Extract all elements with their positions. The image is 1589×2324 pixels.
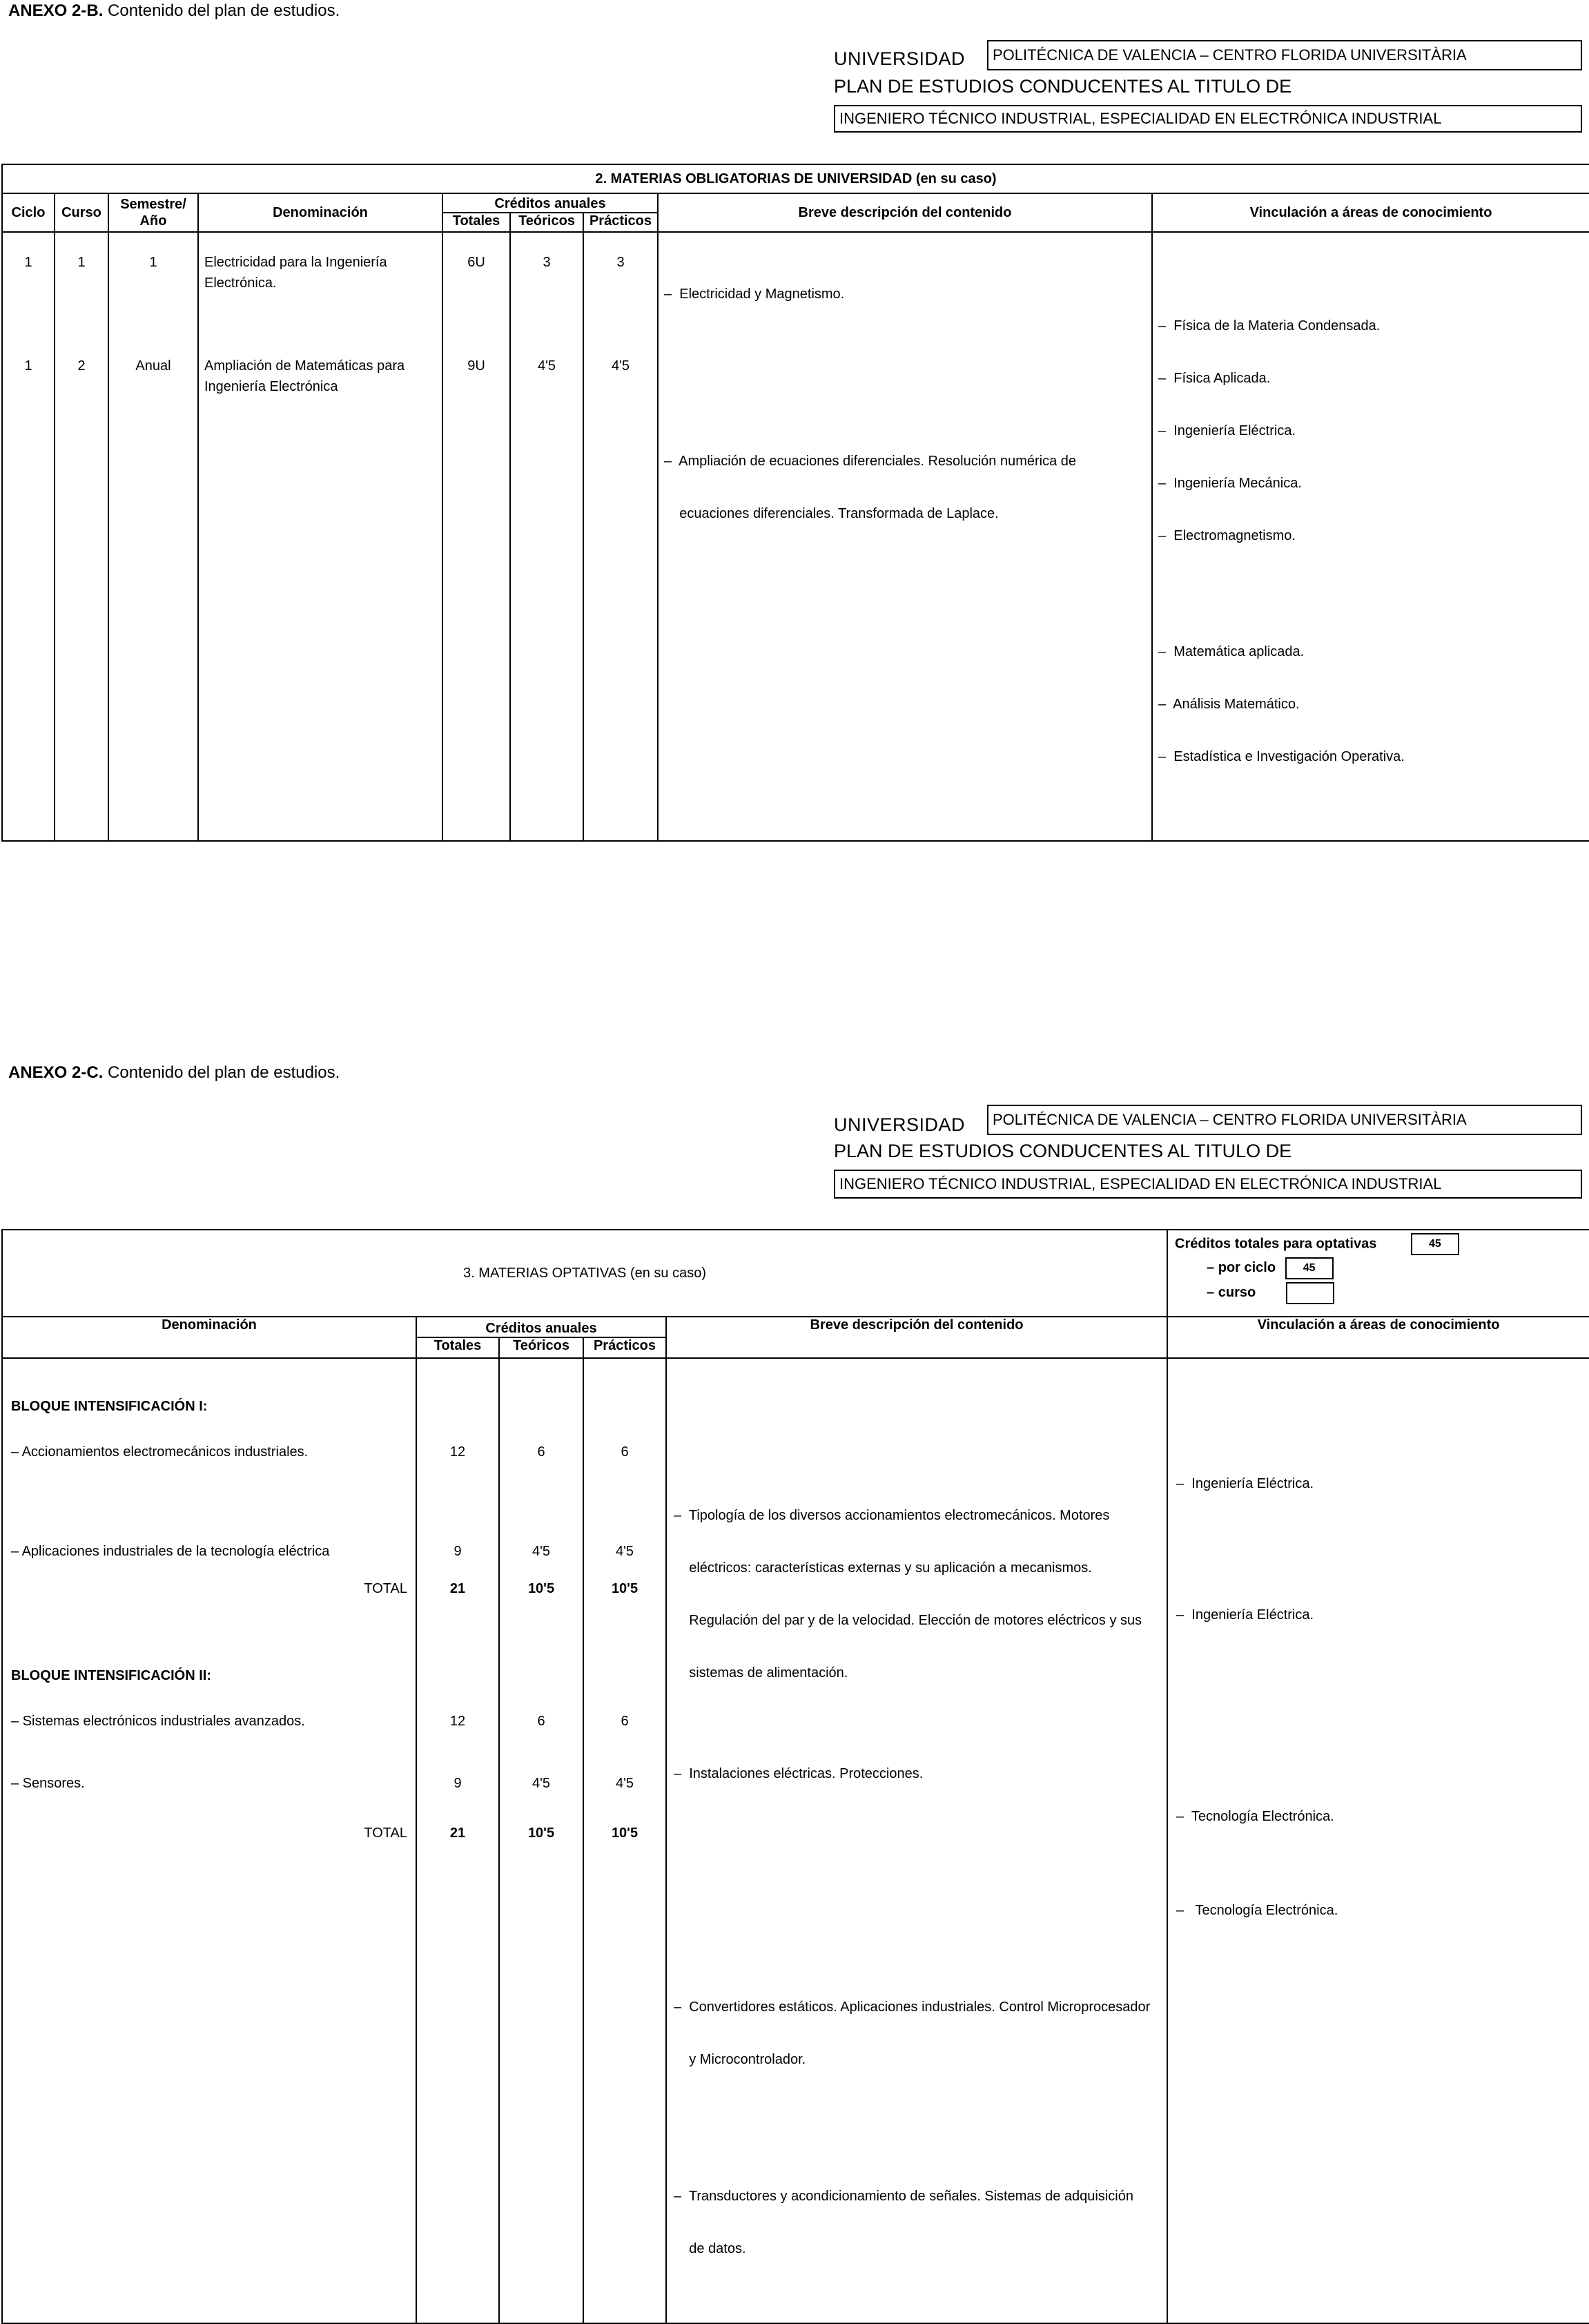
bloque2-item1-teoricos: 6 bbox=[537, 1714, 545, 1729]
bloque2-item2-totales: 9 bbox=[454, 1776, 462, 1791]
annex-c-title-rest: Contenido del plan de estudios. bbox=[103, 1063, 340, 1082]
c-col-practicos bbox=[583, 1358, 666, 2323]
row1-vinculacion-item: – Ingeniería Eléctrica. bbox=[1158, 423, 1296, 438]
creditos-totales-row bbox=[1175, 1233, 1582, 1255]
bloque2-item1-descripcion bbox=[674, 1965, 1167, 2102]
c-col-totales bbox=[416, 1358, 499, 2323]
annex-c-universidad-label: UNIVERSIDAD bbox=[834, 1114, 966, 1135]
bloque2-item2-teoricos: 4'5 bbox=[532, 1776, 551, 1791]
col-vinculacion bbox=[1152, 232, 1589, 841]
header-ciclo: Ciclo bbox=[2, 193, 55, 232]
c-header-teoricos: Teóricos bbox=[499, 1337, 583, 1358]
row1-practicos: 3 bbox=[616, 255, 625, 270]
desc-line: eléctricos: características externas y su aplicación a mecanismos. bbox=[674, 1560, 1092, 1576]
header-descripcion: Breve descripción del contenido bbox=[658, 193, 1152, 232]
row1-descripcion: – Electricidad y Magnetismo. bbox=[664, 287, 845, 302]
header-teoricos: Teóricos bbox=[510, 213, 583, 232]
header-creditos: Créditos anuales bbox=[442, 193, 658, 213]
bloque1-item2-vinculacion: – Ingeniería Eléctrica. bbox=[1176, 1607, 1314, 1623]
row1-totales: 6U bbox=[467, 255, 485, 270]
curso-row bbox=[1175, 1280, 1582, 1305]
row2-curso: 2 bbox=[77, 358, 86, 374]
bloque2-total-label: TOTAL bbox=[364, 1826, 407, 1841]
annex-b-table bbox=[1, 164, 1589, 842]
row2-descripcion-line1: – Ampliación de ecuaciones diferenciales. Resolución numérica de bbox=[664, 454, 1077, 469]
row1-denominacion-line1: Electricidad para la Ingeniería bbox=[204, 255, 387, 270]
desc-line: – Tipología de los diversos accionamientos electromecánicos. Motores bbox=[674, 1508, 1110, 1523]
annex-c-title bbox=[8, 1063, 340, 1083]
row2-descripcion-line2: ecuaciones diferenciales. Transformada de Laplace. bbox=[664, 506, 999, 521]
row2-vinculacion-item: – Matemática aplicada. bbox=[1158, 644, 1305, 659]
c-col-vinculacion bbox=[1167, 1358, 1589, 2323]
col-practicos bbox=[583, 232, 658, 841]
bloque2-total-practicos: 10'5 bbox=[611, 1826, 638, 1841]
header-denominacion: Denominación bbox=[198, 193, 442, 232]
creditos-totales-label: Créditos totales para optativas bbox=[1175, 1236, 1377, 1252]
row1-vinculacion bbox=[1158, 284, 1589, 578]
header-totales: Totales bbox=[442, 213, 510, 232]
curso-value bbox=[1286, 1282, 1334, 1304]
bloque1-item1-teoricos: 6 bbox=[537, 1444, 545, 1460]
c-header-denominacion: Denominación bbox=[2, 1317, 416, 1358]
annex-b-plan-label: PLAN DE ESTUDIOS CONDUCENTES AL TITULO DE bbox=[834, 76, 1292, 97]
bloque1-total-label: TOTAL bbox=[364, 1581, 407, 1596]
row1-denominacion-line2: Electrónica. bbox=[204, 275, 277, 291]
row2-denominacion-line1: Ampliación de Matemáticas para bbox=[204, 358, 405, 374]
row1-curso: 1 bbox=[77, 255, 86, 270]
annex-b-titulo-value: INGENIERO TÉCNICO INDUSTRIAL, ESPECIALIDAD EN ELECTRÓNICA INDUSTRIAL bbox=[834, 105, 1582, 133]
annex-b-universidad-label: UNIVERSIDAD bbox=[834, 48, 966, 69]
row1-vinculacion-item: – Ingeniería Mecánica. bbox=[1158, 476, 1302, 491]
row2-vinculacion bbox=[1158, 610, 1589, 799]
row1-ciclo: 1 bbox=[24, 255, 32, 270]
bloque1-title: BLOQUE INTENSIFICACIÓN I: bbox=[11, 1399, 208, 1414]
col-semestre bbox=[108, 232, 198, 841]
bloque2-item2-denominacion: – Sensores. bbox=[11, 1776, 85, 1791]
annex-c-plan-label: PLAN DE ESTUDIOS CONDUCENTES AL TITULO DE bbox=[834, 1141, 1292, 1161]
col-totales bbox=[442, 232, 510, 841]
col-teoricos bbox=[510, 232, 583, 841]
por-ciclo-row bbox=[1175, 1255, 1582, 1280]
bloque2-total-teoricos: 10'5 bbox=[527, 1826, 555, 1841]
bloque2-item2-vinculacion: – Tecnología Electrónica. bbox=[1176, 1903, 1338, 1918]
col-descripcion bbox=[658, 232, 1152, 841]
desc-line: – Transductores y acondicionamiento de señales. Sistemas de adquisición bbox=[674, 2189, 1133, 2204]
bloque2-item1-totales: 12 bbox=[449, 1714, 466, 1729]
row1-teoricos: 3 bbox=[543, 255, 551, 270]
bloque1-total-practicos: 10'5 bbox=[611, 1581, 638, 1596]
bloque1-item2-descripcion: – Instalaciones eléctricas. Protecciones. bbox=[674, 1766, 924, 1781]
desc-line: Regulación del par y de la velocidad. Elección de motores eléctricos y sus bbox=[674, 1613, 1142, 1628]
bloque1-item2-denominacion: – Aplicaciones industriales de la tecnología eléctrica bbox=[11, 1544, 330, 1559]
bloque2-item1-denominacion: – Sistemas electrónicos industriales avanzados. bbox=[11, 1714, 305, 1729]
bloque2-title: BLOQUE INTENSIFICACIÓN II: bbox=[11, 1668, 211, 1683]
c-header-creditos: Créditos anuales bbox=[416, 1317, 666, 1337]
header-practicos: Prácticos bbox=[583, 213, 658, 232]
bloque2-item1-practicos: 6 bbox=[621, 1714, 629, 1729]
col-ciclo bbox=[2, 232, 55, 841]
row2-denominacion-line2: Ingeniería Electrónica bbox=[204, 379, 338, 394]
annex-b-section-title: 2. MATERIAS OBLIGATORIAS DE UNIVERSIDAD (en su caso) bbox=[2, 164, 1589, 193]
row1-semestre: 1 bbox=[149, 255, 157, 270]
col-denominacion bbox=[198, 232, 442, 841]
annex-c-title-bold: ANEXO 2-C. bbox=[8, 1063, 104, 1082]
bloque2-total-totales: 21 bbox=[449, 1826, 466, 1841]
row2-vinculacion-item: – Estadística e Investigación Operativa. bbox=[1158, 749, 1405, 764]
annex-b-universidad-value: POLITÉCNICA DE VALENCIA – CENTRO FLORIDA UNIVERSITÀRIA bbox=[987, 40, 1582, 70]
bloque1-item2-teoricos: 4'5 bbox=[532, 1544, 551, 1559]
col-curso bbox=[55, 232, 108, 841]
bloque2-item2-descripcion bbox=[674, 2154, 1167, 2291]
c-header-practicos: Prácticos bbox=[583, 1337, 666, 1358]
row2-vinculacion-item: – Análisis Matemático. bbox=[1158, 697, 1300, 712]
row1-vinculacion-item: – Electromagnetismo. bbox=[1158, 528, 1296, 543]
bloque1-item2-totales: 9 bbox=[454, 1544, 462, 1559]
row2-ciclo: 1 bbox=[24, 358, 32, 374]
header-curso: Curso bbox=[55, 193, 108, 232]
header-semestre bbox=[108, 193, 198, 232]
annex-b-title-rest: Contenido del plan de estudios. bbox=[103, 1, 340, 20]
row2-practicos: 4'5 bbox=[611, 358, 630, 374]
por-ciclo-label: – por ciclo bbox=[1207, 1260, 1276, 1275]
por-ciclo-value: 45 bbox=[1285, 1257, 1334, 1279]
bloque2-item1-vinculacion: – Tecnología Electrónica. bbox=[1176, 1809, 1334, 1824]
curso-label: – curso bbox=[1207, 1285, 1256, 1300]
desc-line: – Convertidores estáticos. Aplicaciones industriales. Control Microprocesador bbox=[674, 1999, 1151, 2015]
annex-c-universidad-value: POLITÉCNICA DE VALENCIA – CENTRO FLORIDA UNIVERSITÀRIA bbox=[987, 1105, 1582, 1135]
c-col-teoricos bbox=[499, 1358, 583, 2323]
bloque1-item1-practicos: 6 bbox=[621, 1444, 629, 1460]
bloque1-total-totales: 21 bbox=[449, 1581, 466, 1596]
row2-teoricos: 4'5 bbox=[537, 358, 556, 374]
bloque1-item1-denominacion: – Accionamientos electromecánicos industriales. bbox=[11, 1444, 309, 1460]
c-col-descripcion bbox=[666, 1358, 1167, 2323]
row2-denominacion bbox=[204, 356, 442, 397]
annex-c-table bbox=[1, 1229, 1589, 2324]
bloque1-total-teoricos: 10'5 bbox=[527, 1581, 555, 1596]
c-col-denominacion bbox=[2, 1358, 416, 2323]
bloque1-item1-descripcion bbox=[674, 1473, 1167, 1715]
creditos-totales-value: 45 bbox=[1411, 1233, 1459, 1255]
row2-totales: 9U bbox=[467, 358, 485, 374]
row1-vinculacion-item: – Física Aplicada. bbox=[1158, 371, 1271, 386]
bloque1-item2-practicos: 4'5 bbox=[615, 1544, 634, 1559]
annex-b-title bbox=[8, 1, 340, 21]
desc-line: sistemas de alimentación. bbox=[674, 1665, 848, 1681]
row1-denominacion bbox=[204, 252, 442, 293]
bloque2-item2-practicos: 4'5 bbox=[615, 1776, 634, 1791]
header-semestre-line1: Semestre/ bbox=[120, 197, 186, 212]
c-header-totales: Totales bbox=[416, 1337, 499, 1358]
bloque1-item1-vinculacion: – Ingeniería Eléctrica. bbox=[1176, 1476, 1314, 1491]
desc-line: de datos. bbox=[674, 2241, 746, 2256]
annex-c-titulo-value: INGENIERO TÉCNICO INDUSTRIAL, ESPECIALIDAD EN ELECTRÓNICA INDUSTRIAL bbox=[834, 1170, 1582, 1199]
row2-semestre: Anual bbox=[135, 358, 171, 374]
creditos-totales-panel bbox=[1167, 1230, 1589, 1317]
bloque1-item1-totales: 12 bbox=[449, 1444, 466, 1460]
annex-b-title-bold: ANEXO 2-B. bbox=[8, 1, 104, 20]
c-header-vinculacion: Vinculación a áreas de conocimiento bbox=[1167, 1317, 1589, 1358]
header-vinculacion: Vinculación a áreas de conocimiento bbox=[1152, 193, 1589, 232]
annex-c-section-title: 3. MATERIAS OPTATIVAS (en su caso) bbox=[2, 1230, 1167, 1317]
desc-line: y Microcontrolador. bbox=[674, 2052, 806, 2067]
c-header-descripcion: Breve descripción del contenido bbox=[666, 1317, 1167, 1358]
row1-vinculacion-item: – Física de la Materia Condensada. bbox=[1158, 318, 1381, 333]
header-semestre-line2: Año bbox=[139, 213, 167, 229]
row2-descripcion bbox=[664, 419, 1151, 556]
